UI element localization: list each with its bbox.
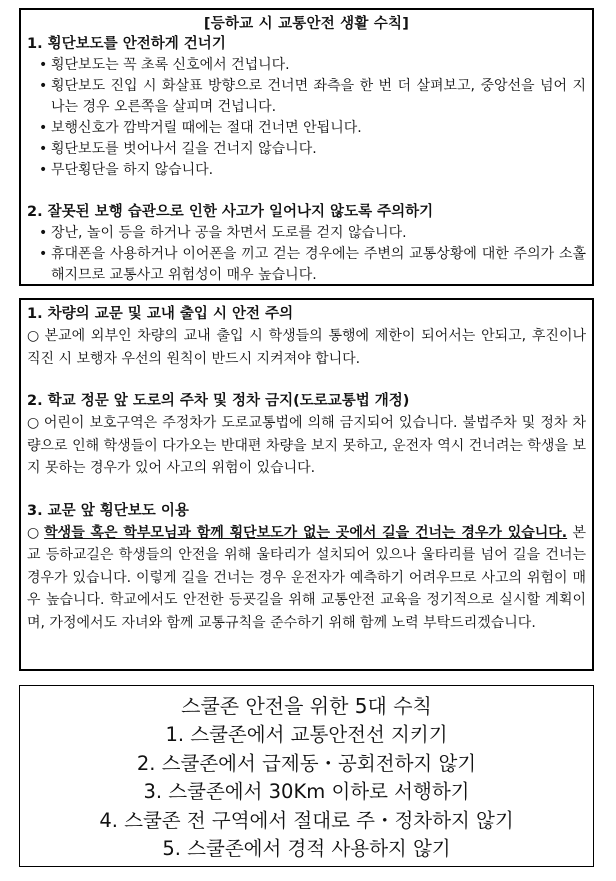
- list-item: • 횡단보도는 꼭 초록 신호에서 건넙니다.: [37, 55, 586, 76]
- no-parking-paragraph: [27, 412, 586, 480]
- school-gate-notice-box: [19, 298, 594, 671]
- section-heading-no-parking: 2. 학교 정문 앞 도로의 주차 및 정차 금지(도로교통법 개정): [27, 393, 410, 409]
- list-item: • 무단횡단을 하지 않습니다.: [37, 160, 586, 181]
- school-zone-rules-title: 스쿨존 안전을 위한 5대 수칙: [181, 694, 432, 718]
- school-zone-rule: 4. 스쿨존 전 구역에서 절대로 주・정차하지 않기: [99, 808, 514, 832]
- section-heading-crosswalk: 1. 횡단보도를 안전하게 건너기: [27, 36, 226, 52]
- circle-marker: ○: [27, 524, 41, 541]
- vehicle-entry-paragraph: [27, 325, 586, 370]
- section-heading-crosswalk-use: 3. 교문 앞 횡단보도 이용: [27, 502, 189, 519]
- vehicle-entry-text: 본교에 외부인 차량의 교내 출입 시 학생들의 통행에 제한이 되어서는 안되고, 후진이나 직진 시 보행자 우선의 원칙이 반드시 지켜져야 합니다.: [27, 328, 586, 367]
- list-item: • 장난, 놀이 등을 하거나 공을 차면서 도로를 걷지 않습니다.: [37, 223, 586, 244]
- commute-safety-title: [등하교 시 교통안전 생활 수칙]: [203, 16, 410, 32]
- school-zone-rule: 5. 스쿨존에서 경적 사용하지 않기: [162, 837, 451, 860]
- school-zone-rule: 2. 스쿨존에서 급제동・공회전하지 않기: [136, 751, 477, 775]
- list-item: • 횡단보도를 벗어나서 길을 건너지 않습니다.: [37, 139, 586, 160]
- crosswalk-use-text: 본교 등하교길은 학생들의 안전을 위해 울타리가 설치되어 있으나 울타리를 넘어 길을 건너는 경우가 있습니다. 이렇게 길을 건너는 경우 운전자가 예측하기 어려우므로 사고의 위험이 매우 높습니다. 학교에서도 안전한 등굣길을 위해 교통안전 교육을 정기적으로 실시할 계획이며, 가정에서도 자녀와 함께 교통규칙을 준수하기 위해 함께 노력 부탁드리겠습니다.: [27, 524, 587, 631]
- section-heading-vehicle-entry: 1. 차량의 교문 및 교내 출입 시 안전 주의: [27, 306, 294, 322]
- list-item: • 보행신호가 깜박거릴 때에는 절대 건너면 안됩니다.: [37, 118, 586, 139]
- school-zone-rule: 3. 스쿨존에서 30Km 이하로 서행하기: [143, 780, 470, 803]
- crosswalk-use-emphasis: 학생들 혹은 학부모님과 함께 횡단보도가 없는 곳에서 길을 건너는 경우가 있습니다.: [44, 524, 568, 541]
- no-parking-text: 어린이 보호구역은 주정차가 도로교통법에 의해 금지되어 있습니다. 불법주차 및 정차 차량으로 인해 학생들이 다가오는 반대편 차량을 보지 못하고, 운전자 역시 건너려는 학생을 보지 못하는 경우가 있어 사고의 위험이 있습니다.: [27, 415, 586, 476]
- crosswalk-use-paragraph: [27, 522, 586, 635]
- list-item: • 휴대폰을 사용하거나 이어폰을 끼고 걷는 경우에는 주변의 교통상황에 대한 주의가 소홀해지므로 교통사고 위험성이 매우 높습니다.: [37, 244, 586, 286]
- school-zone-rule: 1. 스쿨존에서 교통안전선 지키기: [165, 723, 448, 746]
- school-zone-rules-box: [19, 685, 594, 867]
- circle-marker: ○: [27, 328, 41, 344]
- circle-marker: ○: [27, 415, 40, 431]
- crosswalk-bullet-list: [27, 55, 586, 181]
- commute-safety-rules-box: [19, 8, 594, 286]
- section-heading-walking-habits: 2. 잘못된 보행 습관으로 인한 사고가 일어나지 않도록 주의하기: [27, 204, 434, 220]
- list-item: • 횡단보도 진입 시 화살표 방향으로 건너면 좌측을 한 번 더 살펴보고, 중앙선을 넘어 지나는 경우 오른쪽을 살피며 건넙니다.: [37, 76, 586, 118]
- walking-habits-bullet-list: [27, 223, 586, 286]
